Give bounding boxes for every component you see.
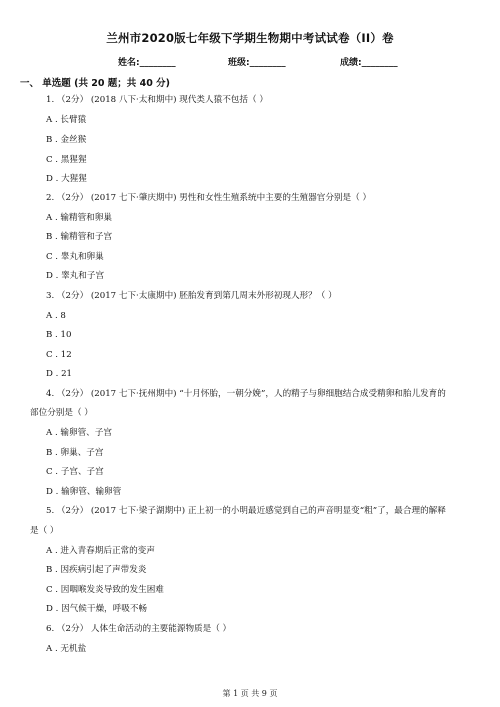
- question-1-stem: 1. （2分） (2018 八下·太和期中) 现代类人猿不包括（ ）: [46, 95, 268, 105]
- question-2-option-d: D . 睾丸和子宫: [46, 271, 105, 281]
- question-3-option-c: C . 12: [46, 350, 72, 360]
- question-3-option-d: D . 21: [46, 369, 73, 379]
- question-5-option-a: A . 进入青春期后正常的变声: [46, 546, 155, 556]
- question-6-option-a: A . 无机盐: [46, 644, 87, 654]
- question-2-option-c: C . 睾丸和卵巢: [46, 252, 104, 262]
- question-3-option-a: A . 8: [46, 311, 66, 321]
- question-1-option-a: A . 长臂猿: [46, 115, 87, 125]
- question-1-option-c: C . 黑猩猩: [46, 155, 87, 165]
- question-6-stem: 6. （2分） 人体生命活动的主要能源物质是（ ）: [46, 624, 232, 634]
- question-3-stem: 3. （2分） (2017 七下·太康期中) 胚胎发育到第几周末外形初现人形？（ ）: [46, 291, 337, 301]
- question-5-option-b: B . 因疾病引起了声带发炎: [46, 565, 147, 575]
- question-3-option-b: B . 10: [46, 330, 72, 340]
- name-field-label: 姓名:________: [118, 58, 176, 68]
- question-5-stem: 5. （2分） (2017 七下·梁子湖期中) 正上初一的小明最近感觉到自己的声音明显变“粗”了，最合理的解释: [46, 506, 446, 516]
- page-title: 兰州市2020版七年级下学期生物期中考试试卷（II）卷: [106, 31, 394, 45]
- question-5-option-d: D . 因气候干燥，呼吸不畅: [46, 604, 148, 614]
- question-4-stem-continued: 部位分别是（ ）: [30, 408, 93, 418]
- question-2-option-a: A . 输精管和卵巢: [46, 213, 112, 223]
- question-1-option-b: B . 金丝猴: [46, 135, 87, 145]
- class-field-label: 班级:________: [228, 58, 286, 68]
- question-4-option-d: D . 输卵管、输卵管: [46, 487, 122, 497]
- question-4-option-c: C . 子宫、子宫: [46, 467, 104, 477]
- score-field-label: 成绩:________: [340, 58, 398, 68]
- question-1-option-d: D . 大猩猩: [46, 174, 87, 184]
- question-2-option-b: B . 输精管和子宫: [46, 232, 113, 242]
- section-heading: 一、 单选题 (共 20 题；共 40 分): [20, 78, 170, 89]
- page-number: 第 1 页 共 9 页: [222, 689, 278, 698]
- question-2-stem: 2. （2分） (2017 七下·肇庆期中) 男性和女性生殖系统中主要的生殖器官分别是（ ）: [46, 193, 372, 203]
- question-4-option-b: B . 卵巢、子宫: [46, 448, 104, 458]
- question-4-option-a: A . 输卵管、子宫: [46, 428, 112, 438]
- question-4-stem: 4. （2分） (2017 七下·抚州期中) “十月怀胎，一朝分娩”，人的精子与卵细胞结合成受精卵和胎儿发育的: [46, 389, 446, 399]
- question-5-option-c: C . 因咽喉发炎导致的发生困难: [46, 585, 164, 595]
- question-5-stem-continued: 是（ ）: [30, 526, 59, 536]
